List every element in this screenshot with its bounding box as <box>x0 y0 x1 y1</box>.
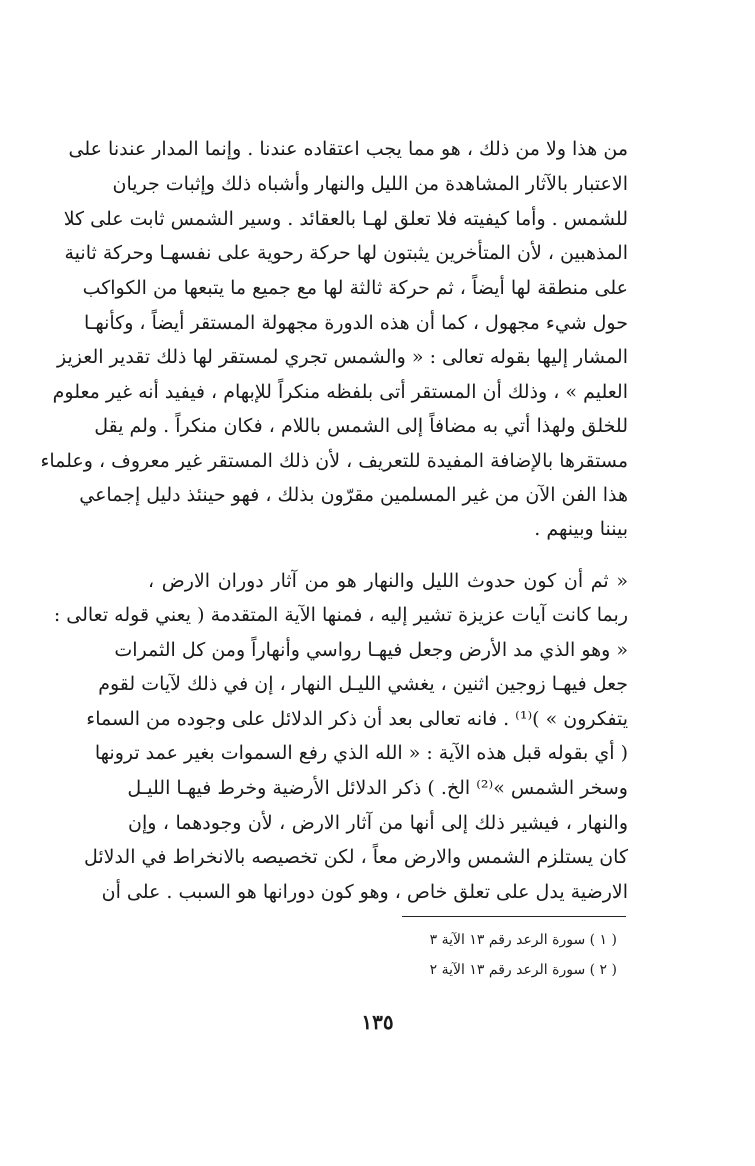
text-line: وسخر الشمس »⁽²⁾ الخ. ) ذكر الدلائل الأرضية وخرط فيهـا الليـل <box>127 777 628 799</box>
footnote-1: ( ١ ) سورة الرعد رقم ١٣ الآية ٣ <box>429 932 617 948</box>
text-line: من هذا ولا من ذلك ، هو مما يجب اعتقاده عندنا . وإنما المدار عندنا على <box>68 138 628 160</box>
text-line: العليم » ، وذلك أن المستقر أتى بلفظه منكراً للإبهام ، فيفيد أنه غير معلوم <box>52 381 628 403</box>
text-line: كان يستلزم الشمس والارض معاً ، لكن تخصيصه بالانخراط في الدلائل <box>83 846 628 868</box>
text-line: يتفكرون » )⁽¹⁾ . فانه تعالى بعد أن ذكر الدلائل على وجوده من السماء <box>86 708 628 730</box>
text-line: المشار إليها بقوله تعالى : « والشمس تجري لمستقر لها ذلك تقدير العزيز <box>57 346 628 368</box>
page-number: ١٣٥ <box>361 1010 394 1034</box>
text-line: ( أي بقوله قبل هذه الآية : « الله الذي رفع السموات بغير عمد ترونها <box>94 742 628 764</box>
text-line: بيننا وبينهم . <box>534 518 628 540</box>
text-line: هذا الفن الآن من غير المسلمين مقرّون بذلك ، فهو حينئذ دليل إجماعي <box>79 484 628 506</box>
text-line: ربما كانت آيات عزيزة تشير إليه ، فمنها الآية المتقدمة ( يعني قوله تعالى : <box>53 604 628 626</box>
text-line: « ثم أن كون حدوث الليل والنهار هو من آثار دوران الارض ، <box>148 570 628 592</box>
text-line: على منطقة لها أيضاً ، ثم حركة ثالثة لها مع جميع ما يتبعها من الكواكب <box>82 277 628 299</box>
text-line: للشمس . وأما كيفيته فلا تعلق لهـا بالعقائد . وسير الشمس ثابت على كلا <box>63 208 628 230</box>
text-line: الاعتبار بالآثار المشاهدة من الليل والنهار وأشباه ذلك وإثبات جريان <box>112 173 628 195</box>
text-line: المذهبين ، لأن المتأخرين يثبتون لها حركة رحوية على نفسهـا وحركة ثانية <box>64 242 628 264</box>
text-line: « وهو الذي مد الأرض وجعل فيهـا رواسي وأنهاراً ومن كل الثمرات <box>114 639 628 661</box>
text-line: مستقرها بالإضافة المفيدة للتعريف ، لأن ذلك المستقر غير معروف ، وعلماء <box>40 450 628 472</box>
footnote-divider <box>402 916 626 917</box>
text-line: حول شيء مجهول ، كما أن هذه الدورة مجهولة المستقر أيضاً ، وكأنهـا <box>83 312 628 334</box>
text-line: الارضية يدل على تعلق خاص ، وهو كون دورانها هو السبب . على أن <box>101 881 628 903</box>
footnote-2: ( ٢ ) سورة الرعد رقم ١٣ الآية ٢ <box>429 962 617 978</box>
text-line: والنهار ، فيشير ذلك إلى أنها من آثار الارض ، لأن وجودهما ، وإن <box>128 812 628 834</box>
text-line: للخلق ولهذا أتي به مضافاً إلى الشمس باللام ، فكان منكراً . ولم يقل <box>94 415 628 437</box>
text-line: جعل فيهـا زوجين اثنين ، يغشي الليـل النهار ، إن في ذلك لآيات لقوم <box>98 673 628 695</box>
